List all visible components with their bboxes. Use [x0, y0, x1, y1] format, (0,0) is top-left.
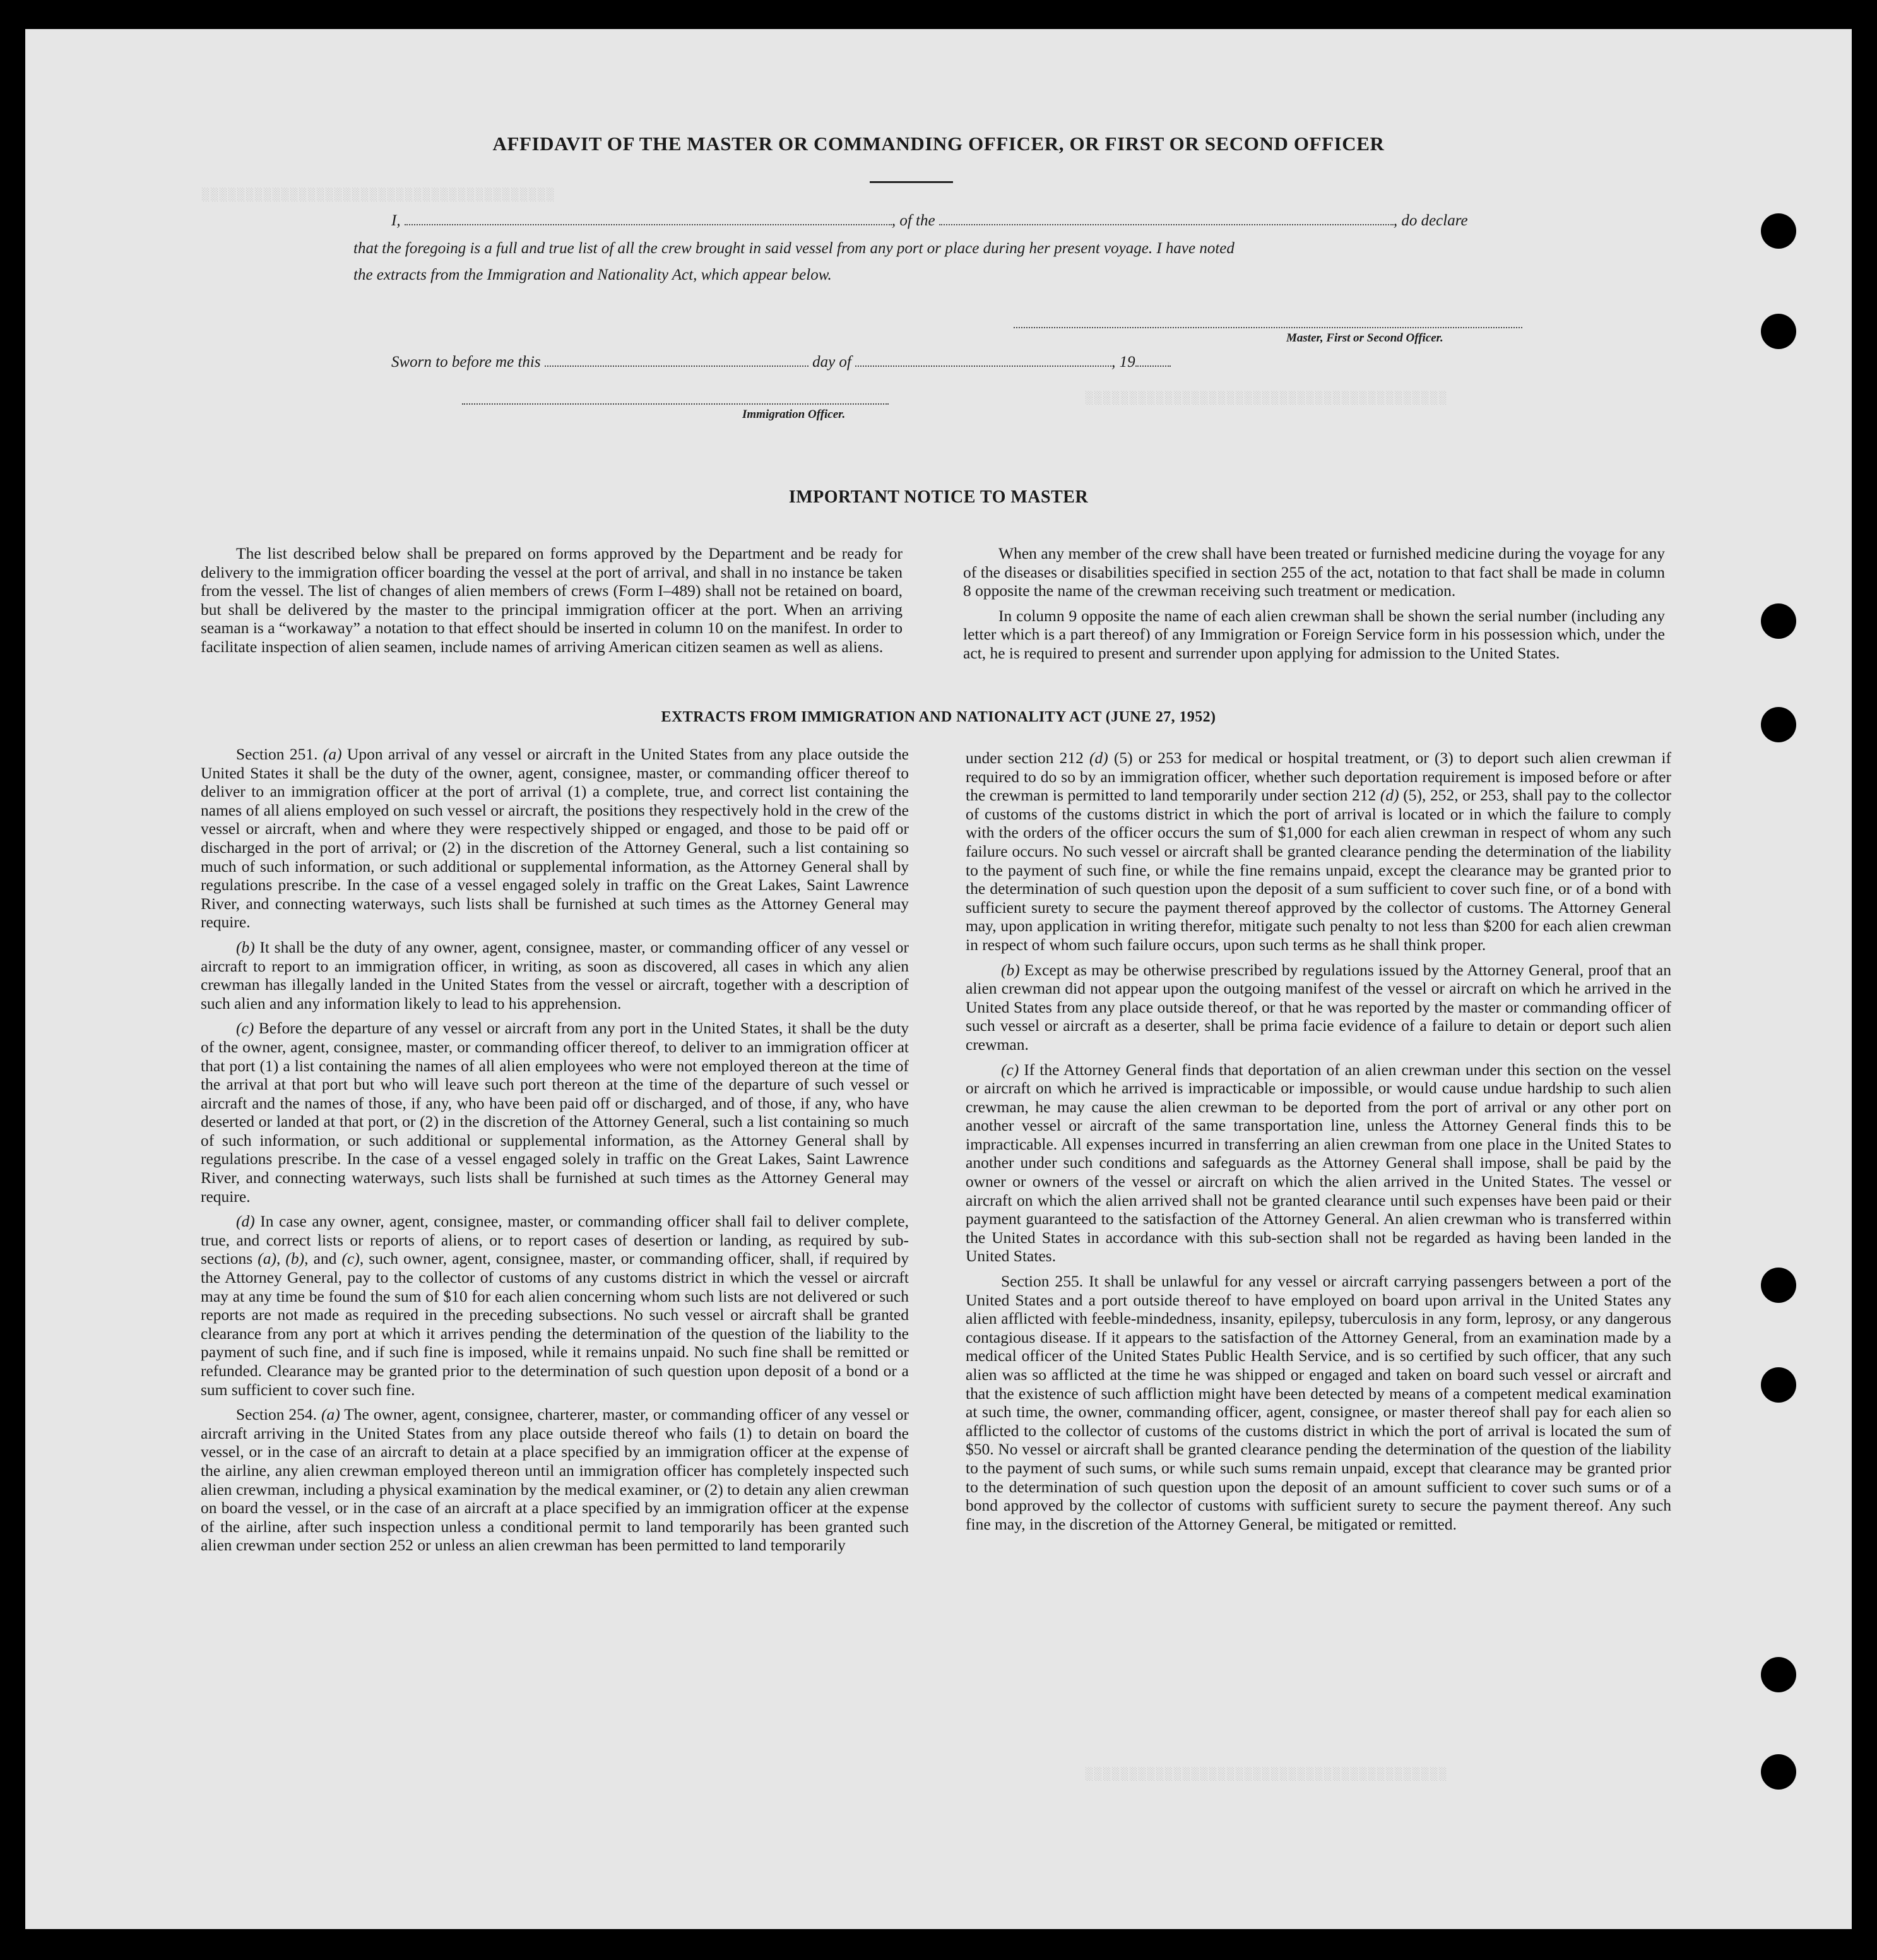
declaration-line — [391, 212, 1468, 230]
sworn-label: Sworn to before me this — [391, 353, 541, 371]
sworn-year-field[interactable] — [1135, 357, 1171, 367]
immigration-officer-signature-line[interactable] — [462, 403, 889, 405]
binder-hole — [1761, 314, 1796, 349]
notice-title: IMPORTANT NOTICE TO MASTER — [788, 487, 1089, 507]
notice-right-column — [963, 544, 1665, 669]
section-254a-continued: under section 212 (d) (5) or 253 for medical or hospital treatment, or (3) to deport such alien crewman if required to do so by an immigration officer, whether such deportation requirement is imposed before or after the crewman is permitted to land temporarily under section 212 (d) (5), 252, or 253, shall pay to the collector of customs of the customs district in which the port of arrival is located or in which the failure to comply with the orders of the officer occurs the sum of $1,000 for each alien crewman in respect of whom any such failure occurs. No such vessel or aircraft shall be granted clearance pending the determination of the liability to the payment of such fine, or while the fine remains unpaid, except the clearance may be granted prior to the determination of such question upon the deposit of a sum sufficient to cover such fine, or of a bond with sufficient surety to secure the payment thereof approved by the collector of customs. The Attorney General may, upon application in writing therefor, mitigate such penalty to not less than $200 for each alien crewman in respect of whom such failure occurs, upon such terms as he shall think proper. — [966, 749, 1672, 954]
sworn-day-field[interactable] — [545, 357, 808, 367]
binder-hole — [1761, 1367, 1796, 1403]
bleed-through-text: ░░░░░░░░░░░░░░░░░░░░░░░░░░░░░░░░░░░░░░░░░ — [1086, 391, 1448, 406]
binder-hole — [1761, 1657, 1796, 1692]
of-the-label: , of the — [891, 212, 935, 229]
binder-hole — [1761, 603, 1796, 639]
notice-left-column — [201, 544, 903, 663]
year-label: , 19 — [1111, 353, 1135, 371]
binder-hole — [1761, 213, 1796, 249]
day-of-label: day of — [812, 353, 851, 371]
binder-hole — [1761, 1268, 1796, 1303]
notice-paragraph: In column 9 opposite the name of each alien crewman shall be shown the serial number (including any letter which is a part thereof) of any Immigration or Foreign Service form in his possession which, under the act, he is required to present and surrender upon applying for admission to the United States. — [963, 606, 1665, 662]
section-254a: Section 254. (a) The owner, agent, consignee, charterer, master, or commanding officer of any vessel or aircraft arriving in the United States from any place outside thereof who fails (1) to detain on board the vessel, or in the case of an aircraft to detain at a place specified by an immigration officer at the expense of the airline, any alien crewman employed thereon until an immigration officer has completely inspected such alien crewman, including a physical examination by the medical examiner, or (2) to detain any alien crewman on board the vessel, or in the case of an aircraft at a place specified by an immigration officer at the expense of the airline, after such inspection unless a conditional permit to land temporarily has been granted such alien crewman under section 252 or unless an alien crewman has been permitted to land temporarily — [201, 1405, 909, 1555]
statement-line-2: the extracts from the Immigration and Nationality Act, which appear below. — [353, 266, 832, 283]
immigration-officer-caption: Immigration Officer. — [742, 408, 846, 421]
section-254c: (c) If the Attorney General finds that deportation of an alien crewman under this section on the vessel or aircraft on which he arrived is impracticable or impossible, or would cause undue hardship to such alien crewman, he may cause the alien crewman to be deported from the port of arrival or any other port on another vessel or aircraft of the same transportation line, unless the Attorney General finds this to be impracticable. All expenses incurred in transferring an alien crewman from one place in the United States to another under such conditions and safeguards as the Attorney General shall impose, shall be paid by the owner or owners of the vessel or aircraft on which the alien arrived in the United States. The vessel or aircraft on which the alien arrived shall not be granted clearance until such expenses have been paid or their payment guaranteed to the satisfaction of the Attorney General. An alien crewman who is transferred within the United States in accordance with this sub-section shall not be regarded as having been landed in the United States. — [966, 1060, 1671, 1266]
sworn-month-field[interactable] — [855, 357, 1111, 367]
section-251b: (b) It shall be the duty of any owner, agent, consignee, master, or commanding officer of any vessel or aircraft to report to an immigration officer, in writing, as soon as discovered, all cases in which any alien crewman has illegally landed in the United States from the vessel or aircraft, together with a description of such alien and any information likely to lead to his apprehension. — [201, 937, 909, 1013]
section-255: Section 255. It shall be unlawful for any vessel or aircraft carrying passengers between a port of the United States and a port outside thereof to have employed on board upon arrival in the United States any alien afflicted with feeble-mindedness, insanity, epilepsy, tuberculosis in any form, leprosy, or any dangerous contagious disease. If it appears to the satisfaction of the Attorney General, from an examination made by a medical officer of the United States Public Health Service, and is so certified by such officer, that any such alien was so afflicted at the time he was shipped or engaged and taken on board such vessel or aircraft and that the existence of such affliction might have been detected by means of a competent medical examination at such time, the owner, commanding officer, agent, consignee, or master thereof shall pay for each alien so afflicted to the collector of customs of the customs district in which the port of arrival is located the sum of $50. No vessel or aircraft shall be granted clearance pending the determination of the question of the liability to the payment of such sums, or while such sums remain unpaid, except that clearance may be granted prior to the determination of such question upon the deposit of an amount sufficient to cover such sums or of a bond approved by the collector of customs with sufficient surety to secure the payment thereof. Any such fine may, in the discretion of the Attorney General, be mitigated or remitted. — [966, 1272, 1671, 1533]
name-field[interactable] — [405, 215, 892, 225]
notice-paragraph: When any member of the crew shall have been treated or furnished medicine during the voyage for any of the diseases or disabilities specified in section 255 of the act, notation to that fact shall be made in column 8 opposite the name of the crewman receiving such treatment or medication. — [963, 544, 1665, 600]
extracts-left-column — [201, 745, 909, 1561]
title-divider — [870, 181, 953, 183]
notice-paragraph: The list described below shall be prepared on forms approved by the Department and be ready for delivery to the immigration officer boarding the vessel at the port of arrival, and shall in no instance be taken from the vessel. The list of changes of alien members of crews (Form I–489) shall not be retained on board, but shall be delivered by the master to the principal immigration officer at the port. When an arriving seaman is a “workaway” a notation to that effect should be inserted in column 10 on the manifest. In order to facilitate inspection of alien seamen, include names of arriving American citizen seamen as well as aliens. — [201, 544, 903, 656]
declare-label: , do declare — [1393, 212, 1468, 229]
section-251a: Section 251. (a) Upon arrival of any vessel or aircraft in the United States from any place outside the United States it shall be the duty of the owner, agent, consignee, master, or commanding officer thereof to deliver to an immigration officer at the port of arrival (1) a complete, true, and correct list containing the names of all aliens employed on such vessel or aircraft, the positions they respectively hold in the crew of the vessel or aircraft, when and where they were respectively shipped or engaged, and those to be paid off or discharged in the port of arrival; or (2) in the discretion of the Attorney General, such a list containing so much of such information, or such additional or supplemental information, as the Attorney General shall by regulations prescribe. In the case of a vessel engaged solely in traffic on the Great Lakes, Saint Lawrence River, and connecting waterways, such lists shall be furnished at such times as the Attorney General may require. — [201, 745, 909, 932]
section-254b: (b) Except as may be otherwise prescribed by regulations issued by the Attorney General, proof that an alien crewman did not appear upon the outgoing manifest of the vessel or aircraft on which he arrived in the United States from any place outside thereof, or that he was reported by the master or commanding officer of such vessel or aircraft as a deserter, shall be prima facie evidence of a failure to detain or deport such alien crewman. — [966, 960, 1671, 1054]
extracts-title: EXTRACTS FROM IMMIGRATION AND NATIONALITY ACT (JUNE 27, 1952) — [661, 709, 1216, 725]
statement-line-1: that the foregoing is a full and true list of all the crew brought in said vessel from any port or place during her present voyage. I have noted — [353, 240, 1235, 257]
extracts-right-column — [966, 749, 1671, 1540]
binder-hole — [1761, 1754, 1796, 1790]
bleed-through-text: ░░░░░░░░░░░░░░░░░░░░░░░░░░░░░░░░░░░░░░░░ — [202, 188, 556, 203]
i-label: I, — [391, 212, 401, 229]
sworn-line — [391, 353, 1171, 371]
section-251d: (d) In case any owner, agent, consignee, master, or commanding officer shall fail to deliver complete, true, and correct lists or reports of aliens, or to report cases of desertion or landing, as required by sub-sections (a), (b), and (c), such owner, agent, consignee, master, or commanding officer, shall, if required by the Attorney General, pay to the collector of customs of any customs district in which the vessel or aircraft may at any time be found the sum of $10 for each alien concerning whom such lists are not delivered or such reports are not made as required in the preceding subsections. No such vessel or aircraft shall be granted clearance from any port at which it arrives pending the determination of the question of the liability to the payment of such fine, and if such fine is imposed, while it remains unpaid. No such fine shall be remitted or refunded. Clearance may be granted prior to the determination of such question upon deposit of a bond or a sum sufficient to cover such fine. — [201, 1212, 909, 1399]
section-251c: (c) Before the departure of any vessel or aircraft from any port in the United States, it shall be the duty of the owner, agent, consignee, master, or commanding officer thereof, to deliver to an immigration officer at that port (1) a list containing the names of all alien employees who were not employed thereon at the time of the arrival at that port but who will leave such port thereon at the time of the departure of such vessel or aircraft and the names of those, if any, who have been paid off or discharged, and of those, if any, who have deserted or landed at that port, or (2) in the discretion of the Attorney General, such a list containing so much of such information, or such additional or supplemental information, as the Attorney General shall by regulations prescribe. In the case of a vessel engaged solely in traffic on the Great Lakes, Saint Lawrence River, and connecting waterways, such lists shall be furnished at such times as the Attorney General may require. — [201, 1019, 909, 1206]
bleed-through-text: ░░░░░░░░░░░░░░░░░░░░░░░░░░░░░░░░░░░░░░░░░ — [1086, 1767, 1448, 1782]
master-signature-caption: Master, First or Second Officer. — [1286, 331, 1443, 345]
affidavit-title: AFFIDAVIT OF THE MASTER OR COMMANDING OFFICER, OR FIRST OR SECOND OFFICER — [492, 133, 1385, 155]
vessel-field[interactable] — [939, 215, 1394, 225]
master-signature-line[interactable] — [1014, 327, 1522, 328]
